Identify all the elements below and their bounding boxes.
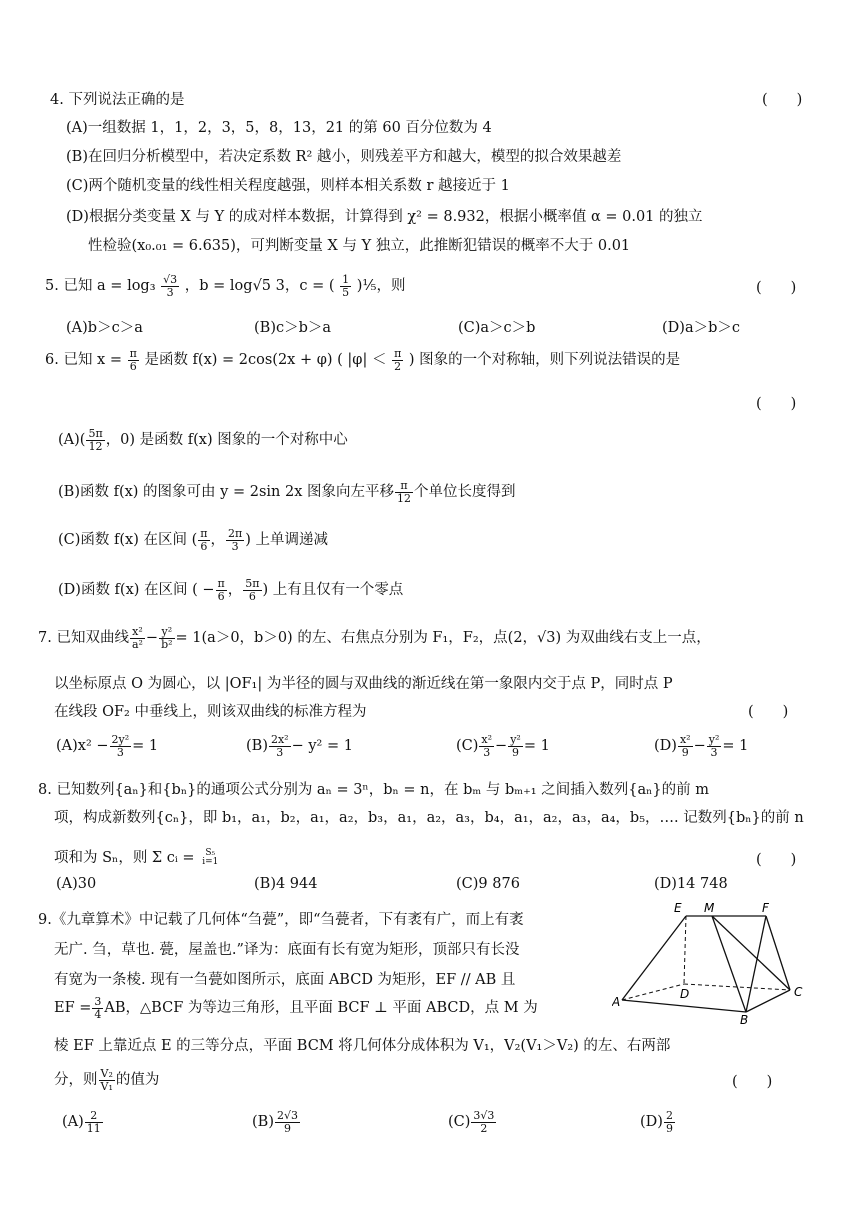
edge-ED-hidden: [684, 916, 686, 984]
q9-option-b: (B) $\frac{2√3}{9}$: [252, 1109, 298, 1135]
q9-stem-line1: 9.《九章算术》中记载了几何体“刍甍”，即“刍甍者，下有袤有广，而上有袤: [38, 912, 524, 928]
edge-BC: [746, 990, 790, 1012]
q4-stem: 4. 下列说法正确的是: [50, 92, 185, 108]
edge-AD-hidden: [622, 984, 684, 1000]
vertex-label-A: A: [612, 995, 621, 1009]
q6-option-a: (A)( $\frac{5\pi}{12}$ ，0) 是函数 f(x) 图象的一个对称中心: [58, 427, 348, 453]
q4-option-d-line2: 性检验(x₀.₀₁ = 6.635)，可判断变量 X 与 Y 独立，此推断犯错误的概率不大于 0.01: [88, 238, 631, 254]
q7-option-a: (A)x² − $\frac{\text{2y²}}{3}$ = 1: [56, 733, 159, 759]
q4-option-c: (C)两个随机变量的线性相关程度越强，则样本相关系数 r 越接近于 1: [66, 178, 510, 194]
edge-AB: [622, 1000, 746, 1012]
q7-answer-bracket: ( ): [748, 704, 789, 720]
q7-stem-line1: 7. 已知双曲线 $\frac{\text{x²}}{\text{a²}}$ − $\frac{\text{y²}}{\text{b²}}$ = 1(a＞0，b＞0) 的左、右焦点分别为 F₁，F₂，点(2，√3) 为双曲线右支上一点，: [38, 625, 711, 651]
q4-option-b: (B)在回归分析模型中，若决定系数 R² 越小，则残差平方和越大，模型的拟合效果越差: [66, 149, 622, 165]
q6-option-c: (C)函数 f(x) 在区间 ( $\frac{\pi}{6}$ ， $\frac{2\pi}{3}$ ) 上单调递减: [58, 527, 329, 553]
q8-stem-line3: 项和为 Sₙ，则 Σ cᵢ = S₅ i=1: [54, 847, 219, 867]
q5-answer-bracket: ( ): [756, 280, 797, 296]
vertex-label-F: F: [762, 901, 769, 915]
q8-option-c: (C)9 876: [456, 876, 520, 892]
vertex-label-M: M: [704, 901, 715, 915]
q5-fraction-a: $\frac{√3}{3}$: [163, 273, 178, 299]
q6-answer-bracket: ( ): [756, 396, 797, 412]
q5-option-c: (C)a＞c＞b: [458, 320, 536, 336]
q9-option-c: (C) $\frac{3√3}{2}$: [448, 1109, 495, 1135]
q9-option-d: (D) $\frac{2}{9}$: [640, 1109, 673, 1135]
edge-EA: [622, 916, 686, 1000]
q6-option-b: (B)函数 f(x) 的图象可由 y = 2sin 2x 图象向左平移 $\frac{\pi}{12}$ 个单位长度得到: [58, 479, 516, 505]
q9-stem-line5: 棱 EF 上靠近点 E 的三等分点，平面 BCM 将几何体分成体积为 V₁，V₂(V₁＞V₂) 的左、右两部: [54, 1038, 671, 1054]
vertex-label-B: B: [740, 1013, 749, 1024]
q9-geometry-figure: [612, 900, 808, 1024]
q9-option-a: (A) $\frac{2}{11}$: [62, 1109, 101, 1135]
q8-option-d: (D)14 748: [654, 876, 728, 892]
q5-stem: 5. 已知 a = log₃ $\frac{√3}{3}$ ，b = log√5 3，c = ( $\frac{1}{5}$ )⅕，则: [45, 273, 406, 299]
q4-option-d-line1: (D)根据分类变量 X 与 Y 的成对样本数据，计算得到 χ² = 8.932，根据小概率值 α = 0.01 的独立: [66, 209, 703, 225]
q8-stem-line2: 项，构成新数列{cₙ}，即 b₁，a₁，b₂，a₁，a₂，b₃，a₁，a₂，a₃，b₄，a₁，a₂，a₃，a₄，b₅，…. 记数列{bₙ}的前 n: [54, 810, 804, 826]
q9-stem-line4: EF = $\frac{3}{4}$ AB，△BCF 为等边三角形，且平面 BCF ⊥ 平面 ABCD，点 M 为: [54, 995, 538, 1021]
q5-option-d: (D)a＞b＞c: [662, 320, 740, 336]
edge-MB: [712, 916, 746, 1012]
q9-stem-line2: 无广. 刍，草也. 甍，屋盖也.”译为：底面有长有宽为矩形，顶部只有长没: [54, 942, 520, 958]
q8-summation-bounds: S₅ i=1: [202, 847, 219, 867]
q7-option-d: (D) $\frac{\text{x²}}{9}$ − $\frac{\text{y²}}{3}$ = 1: [654, 733, 749, 759]
q4-answer-bracket: ( ): [762, 92, 803, 108]
vertex-label-D: D: [680, 987, 690, 1001]
q7-option-c: (C) $\frac{\text{x²}}{3}$ − $\frac{\text{y²}}{9}$ = 1: [456, 733, 550, 759]
q8-option-a: (A)30: [56, 876, 97, 892]
q7-stem-line2: 以坐标原点 O 为圆心，以 |OF₁| 为半径的圆与双曲线的渐近线在第一象限内交于点 P，同时点 P: [54, 676, 673, 692]
q5-fraction-c: $\frac{1}{5}$: [342, 273, 350, 299]
q9-stem-line3: 有宽为一条棱. 现有一刍甍如图所示，底面 ABCD 为矩形，EF // AB 且: [54, 972, 516, 988]
q6-option-d: (D)函数 f(x) 在区间 ( − $\frac{\pi}{6}$ ， $\frac{5\pi}{6}$ ) 上有且仅有一个零点: [58, 577, 404, 603]
q8-option-b: (B)4 944: [254, 876, 318, 892]
q5-option-b: (B)c＞b＞a: [254, 320, 332, 336]
vertex-label-E: E: [674, 901, 682, 915]
q7-option-b: (B) $\frac{\text{2x²}}{3}$ − y² = 1: [246, 733, 353, 759]
q4-option-a: (A)一组数据 1，1，2，3，5，8，13，21 的第 60 百分位数为 4: [66, 120, 492, 136]
q9-answer-bracket: ( ): [732, 1074, 773, 1090]
q5-option-a: (A)b＞c＞a: [66, 320, 143, 336]
q8-stem-line1: 8. 已知数列{aₙ}和{bₙ}的通项公式分别为 aₙ = 3ⁿ，bₙ = n，在 bₘ 与 bₘ₊₁ 之间插入数列{aₙ}的前 m: [38, 782, 709, 798]
vertex-label-C: C: [794, 985, 803, 999]
q7-stem-line3: 在线段 OF₂ 中垂线上，则该双曲线的标准方程为: [54, 704, 367, 720]
q8-answer-bracket: ( ): [756, 852, 797, 868]
q9-stem-line6: 分，则 $\frac{\text{V₂}}{\text{V₁}}$ 的值为: [54, 1067, 160, 1093]
q6-stem: 6. 已知 x = $\frac{\pi}{6}$ 是函数 f(x) = 2cos(2x + φ) ( |φ| ＜ $\frac{\pi}{2}$ ) 图象的一个对称轴，则下列说法错误的是: [45, 347, 681, 373]
